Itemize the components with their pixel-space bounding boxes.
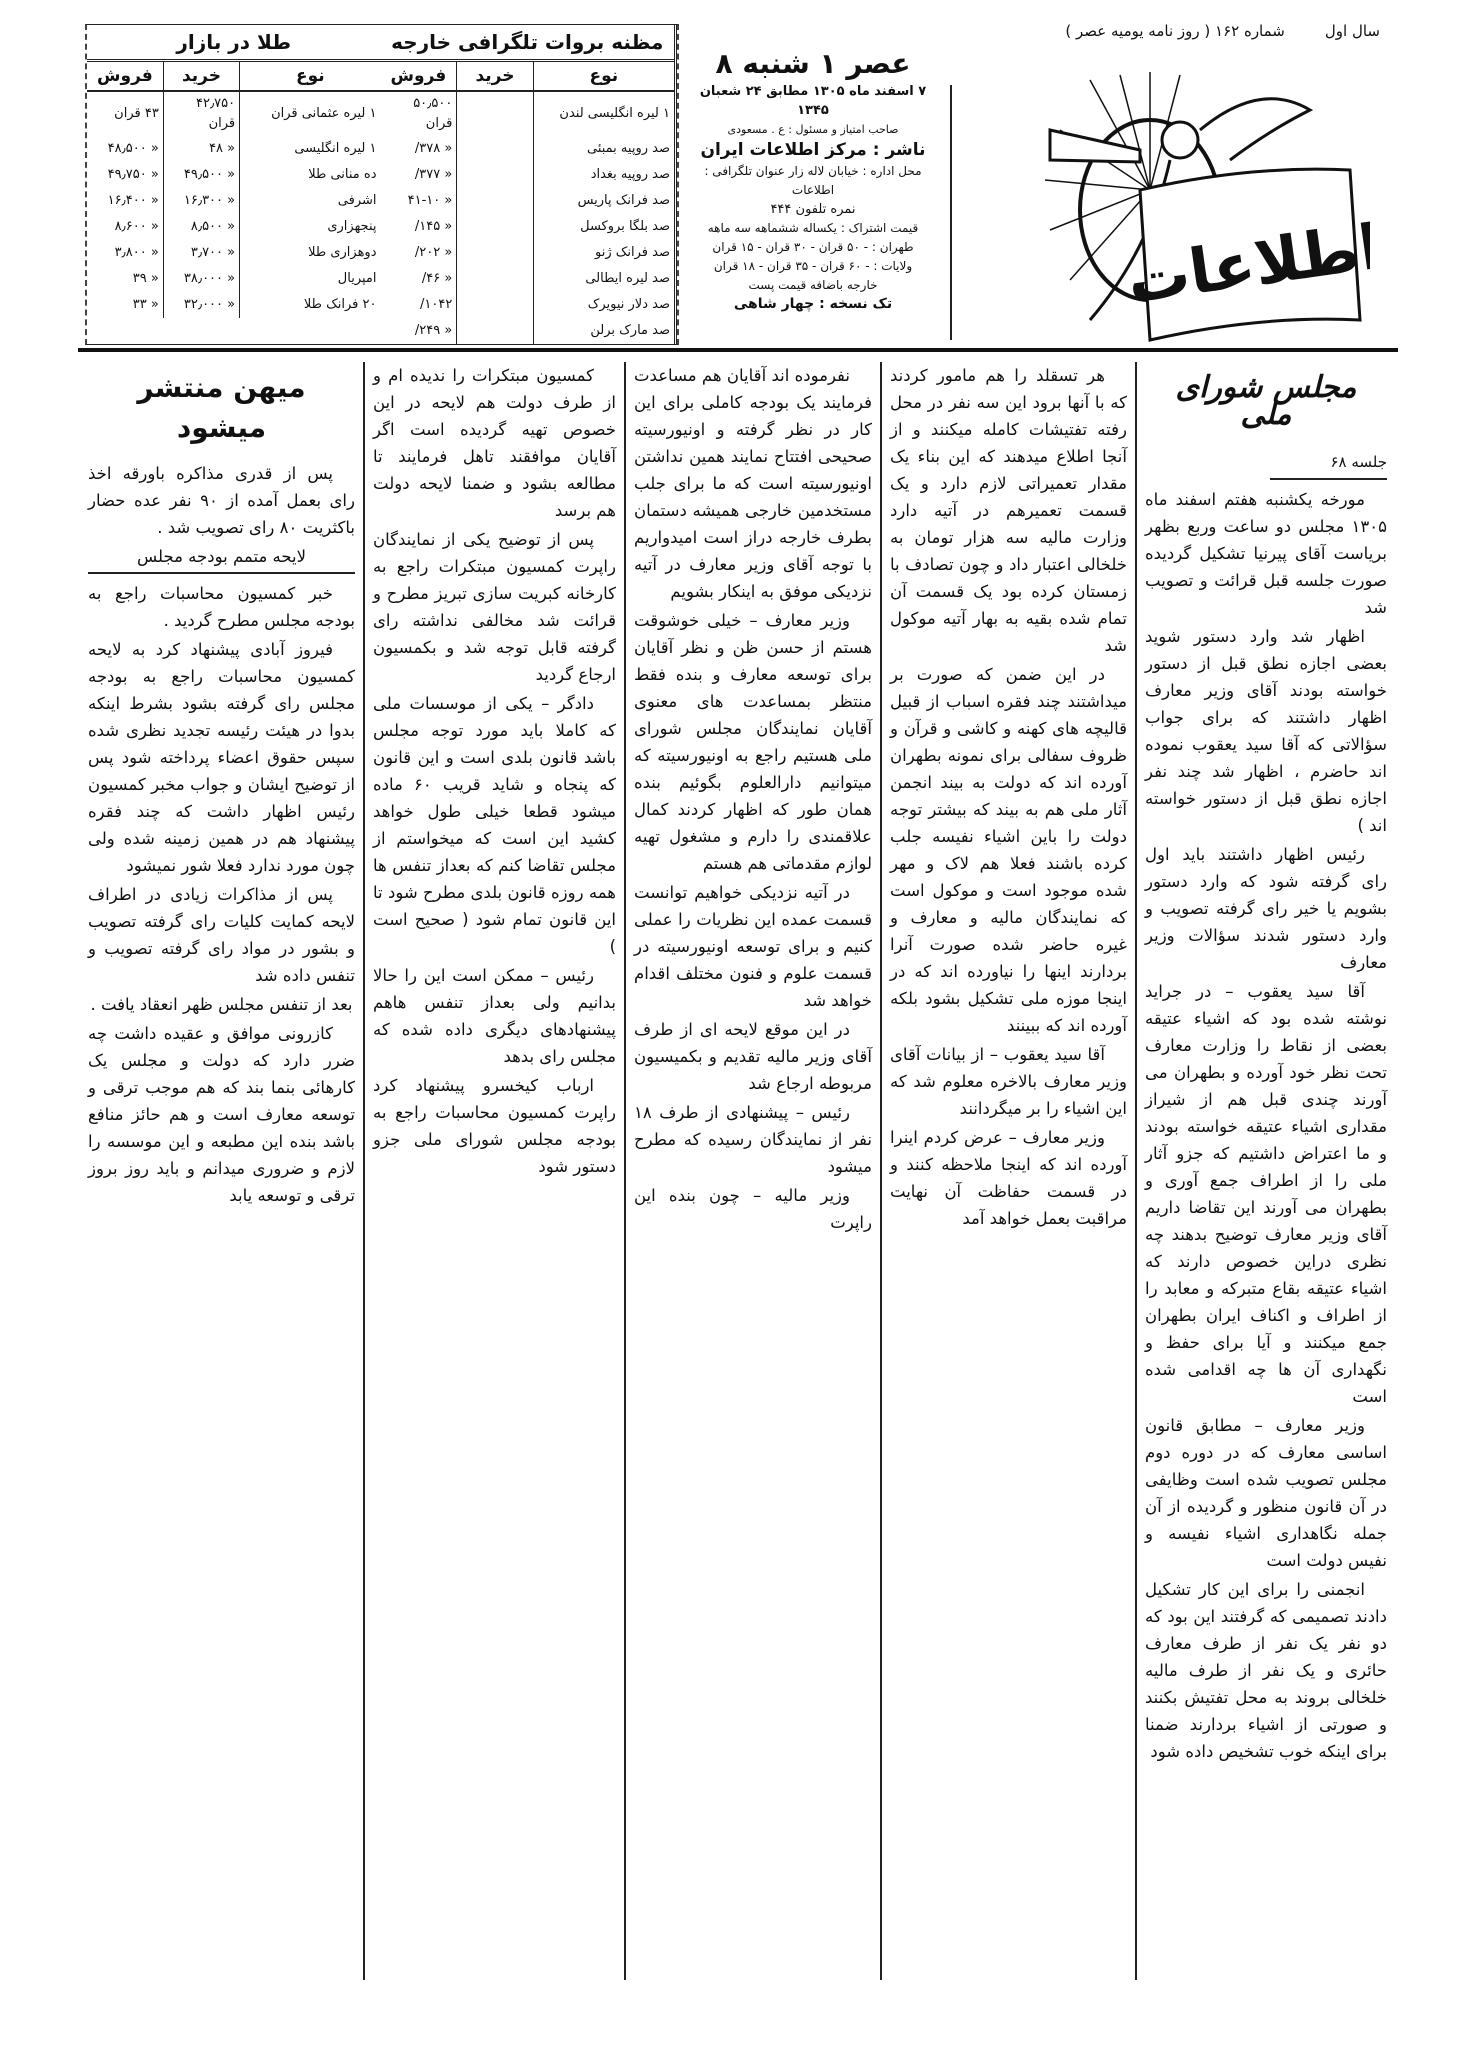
cell: صد روپیه بغداد [533,162,674,188]
cell: صد فرانک پاریس [533,188,674,214]
table-row [381,214,675,240]
cell [457,292,533,318]
header-rule [78,348,1398,352]
paragraph: مورخه یکشنبه هفتم اسفند ماه ۱۳۰۵ مجلس دو ساعت وربع بظهر بریاست آقای پیرنیا تشکیل گردیده صورت جلسه قبل قرائت و تصویب شد [1145,490,1387,617]
cell: صد دلار نیویرک [533,292,674,318]
paragraph: انجمنی را برای این کار تشکیل دادند تصمیمی که گرفتند این بود که دو نفر یک نفر از طرف معارف حائری و یک نفر از طرف مالیه خلخالی بروند به محل تفتیش بکنند و صورتی از اشیاء بردارند ضمنا برای اینکه خوب تشخیص داده شود [1145,1580,1387,1761]
logo-title: اطلاعات [1122,209,1370,318]
exchange-header-type: نوع [533,62,674,91]
cell: « ۱۴۵/ [414,219,453,234]
cell [457,188,533,214]
publication-info [682,46,944,314]
column-2 [882,362,1135,1980]
table-row [87,292,381,318]
table-row [87,214,381,240]
cell: صد لیره ایطالی [533,266,674,292]
cell: « ۱۶٫۳۰۰ [163,188,239,214]
paragraph: کمسیون مبتکرات را ندیده ام و از طرف دولت هم لایحه در این خصوص تهیه گردیده است اگر آقایان موافقند تاهل فرمایند تا مطالعه بشود و ضمنا لایحه دولت هم برسد [373,366,616,520]
exchange-header-buy: خرید [457,62,533,91]
cell: ۱۰۴۲/ [420,297,453,312]
paragraph: در آتیه نزدیکی خواهیم توانست قسمت عمده این نظریات را عملی کنیم و برای توسعه اونیورسیته در قسمت علوم و فنون مختلف اقدام خواهد شد [634,883,872,1010]
table-row [87,266,381,292]
price-provinces: ولایات : - ۶۰ قران - ۳۵ قران - ۱۸ قران [713,259,913,273]
paragraph: پس از قدری مذاکره باورقه اخذ رای بعمل آمده از ۹۰ نفر عده حضار باکثریت ۸۰ رای تصویب شد . [88,464,355,537]
paragraph: رئیس اظهار داشتند باید اول رای گرفته شود که وارد دستور بشویم یا خیر رای گرفته تصویب و وارد دستور شدند سؤالات وزیر معارف [1145,845,1387,972]
issue-day: عصر ۱ شنبه ۸ [715,47,911,80]
paragraph: بعد از تنفس مجلس ظهر انعقاد یافت . [90,995,353,1014]
cell: ده منانی طلا [240,162,381,188]
cell: پنجهزاری [240,214,381,240]
paragraph: پس از توضیح یکی از نمایندگان راپرت کمسیون مبتکرات راجع به کارخانه کبریت سازی تبریز مطرح و قرائت شد مخالفی نداشته رای گرفته قابل توجه شد و بکمسیون ارجاع گردید [373,530,616,684]
table-row [381,91,675,136]
newspaper-logo [1030,70,1370,342]
cell: اشرفی [240,188,381,214]
table-row [381,318,675,344]
table-row [87,188,381,214]
paragraph: کازرونی موافق و عقیده داشت چه ضرر دارد که دولت و مجلس یک کارهائی بنما بند که هم موجب ترقی و توسعه معارف است و هم حائز منافع باشد بنده این مطبعه و این موسسه را لازم و ضروری میدانم و باید روز بروز ترقی و توسعه یابد [88,1024,355,1205]
price-abroad: خارجه باضافه قیمت پست [748,278,878,292]
price-tehran: طهران : - ۵۰ قران - ۳۰ قران - ۱۵ قران [712,240,914,254]
column-4 [365,362,624,1980]
cell: « ۸٫۶۰۰ [114,219,159,234]
market-tables [85,24,679,345]
cell: ۱ لیره عثمانی قران [240,91,381,136]
paragraph: فیروز آبادی پیشنهاد کرد به لایحه کمسیون محاسبات راجع به بودجه مجلس رای گرفته بشود بشرط اینکه بدوا در هیئت رئیسه تجدید نظری شده سپس حقوق اعضاء پرداخته شود پس از توضیح ایشان و جواب مخبر کمسیون رئیس اظهار داشت که چند فقره پیشنهاد هم در همین زمینه شده ولی چون مورد ندارد فعلا شور نمیشود [88,640,355,875]
cell: « ۳۲٫۰۰۰ [163,292,239,318]
gold-header-type: نوع [240,62,381,91]
cell: « ۲۴۹/ [414,323,453,338]
exchange-header-sell: فروش [381,62,457,91]
cell: « ۴۱-۱۰ [407,193,453,208]
paragraph: آقا سید یعقوب – در جراید نوشته شده بود که اشیاء عتیقه بعضی از نقاط را وزارت معارف تحت نظر خود آورده و بطهران می آورند چندی قبل هم از شیراز مقداری اشیاء عتیقه خواسته بودند و ما اعتراض داشتیم که جزو آثار ملی را از اطراف جمع آوری و بطهران می آورند این تقاضا داریم آقای وزیر معارف توضیح بدهند چه نظری دراین خصوص دارند که اشیاء عتیقه بقاع متبرکه و معابد را از اطراف و اکناف ایران بطهران جمع میکنند و آیا برای حفظ و نگهداری آن ها چه اقدامی شده است [1145,982,1387,1406]
issue-number: شماره ۱۶۲ ( روز نامه یومیه عصر ) [1065,22,1285,40]
cell: « ۳۸٫۰۰۰ [163,266,239,292]
table-row [381,136,675,162]
column-parliament [1137,362,1395,1980]
cell [457,214,533,240]
cell: « ۲۰۲/ [414,245,453,260]
cell [457,91,533,136]
header-divider [950,85,952,340]
table-row [87,240,381,266]
cell: ۱ لیره انگلیسی لندن [533,91,674,136]
column-3 [626,362,880,1980]
paragraph: هر تسقلد را هم مامور کردند که با آنها برود این سه نفر در محل رفته تفتیشات کامله میکنند و از آنجا اطلاع میدهند که این بناء یک مقدار تعمیراتی لازم دارد و یک قسمت تعمیرهم در آتیه دارد وزارت مالیه سه هزار تومان به خلخالی اعتبار داد و چون تصادف با زمستان کرده بود یک قسمت آن تمام شده بقیه به بهار آتیه موکول شد [890,366,1127,655]
headline: میهن منتشر میشود [137,371,306,444]
column-divider [1135,362,1137,1980]
gold-table-title: طلا در بازار [87,25,381,62]
paragraph: ارباب کیخسرو پیشنهاد کرد راپرت کمسیون محاسبات راجع به بودجه مجلس شورای ملی جزو دستور شود [373,1076,616,1176]
cell: « ۱۶٫۴۰۰ [107,193,159,208]
subheading: لایحه متمم بودجه مجلس [136,547,307,566]
cell: « ۳۷۷/ [414,167,453,182]
cell: ۱ لیره انگلیسی [240,136,381,162]
cell: ۴۳ قران [114,106,159,121]
paragraph: آقا سید یعقوب – از بیانات آقای وزیر معارف بالاخره معلوم شد که این اشیاء را بر میگردانند [890,1045,1127,1118]
subscription-label: قیمت اشتراک : یکساله ششماهه سه ماهه [707,221,919,235]
cell: امپریال [240,266,381,292]
cell [457,318,533,344]
paragraph: در این موقع لایحه ای از طرف آقای وزیر مالیه تقدیم و بکمیسیون مربوطه ارجاع شد [634,1020,872,1093]
cell: « ۴۸ [163,136,239,162]
cell: « ۳٫۷۰۰ [163,240,239,266]
paragraph: نفرموده اند آقایان هم مساعدت فرمایند یک بودجه کاملی برای این کار در نظر گرفته و اونیورسیته صحیحی افتتاح نمایند همین نداشتن اونیورسیته است که ما برای جلب مستخدمین خارجی همیشه دستمان بطرف خارجه دراز است امیدواریم با توجه آقای وزیر معارف در آتیه نزدیکی موفق به اینکار بشویم [634,366,872,601]
paragraph: اظهار شد وارد دستور شوید بعضی اجازه نطق قبل از دستور خواسته بودند آقای وزیر معارف اظهار داشتند که برای جواب سؤالاتی که آقا سید یعقوب نموده اند حاضرم ، اظهار شد چند نفر اجازه نطق قبل از دستور خواسته اند ) [1145,627,1387,835]
issue-line [960,22,1380,40]
table-row [381,240,675,266]
issue-date: ۷ اسفند ماه ۱۳۰۵ مطابق ۲۴ شعبان ۱۳۴۵ [699,84,927,118]
cell: « ۳۳ [132,297,159,312]
table-row [87,91,381,136]
publisher-line: ناشر : مرکز اطلاعات ایران [700,140,926,160]
cell: « ۳٫۸۰۰ [114,245,159,260]
column-5 [80,362,363,1980]
cell: « ۳۷۸/ [414,141,453,156]
cell: دوهزاری طلا [240,240,381,266]
cell: « ۴۶/ [421,271,453,286]
gold-header-sell: فروش [87,62,163,91]
cell: « ۸٫۵۰۰ [163,214,239,240]
exchange-table-title: مظنه بروات تلگرافی خارجه [381,25,675,62]
table-row [87,136,381,162]
cell [457,240,533,266]
paragraph: وزیر معارف – خیلی خوشوقت هستم از حسن ظن و نظر آقایان برای توسعه معارف و بنده فقط منتظر بمساعدت های معنوی آقایان نمایندگان مجلس شورای ملی هستیم راجع به اونیورسیته که میتوانیم دارالعلوم بگوئیم بنده همان طور که اظهار کردند کمال علاقمندی را دارم و مشغول تهیه لوازم مقدماتی هم هستم [634,611,872,873]
phone-number: نمره تلفون ۴۴۴ [770,202,856,217]
paragraph: در این ضمن که صورت بر میداشتند چند فقره اسباب از قبیل قالیچه های کهنه و کاشی و قرآن و ظروف سفالی برای نمونه بطهران آورده اند که دولت به بیند انجمن آثار ملی هم به بیند که بیشتر توجه دولت را باین اشیاء نفیسه جلب کرده باشند فعلا هم لاک و مهر شده موجود است و موکول است که نمایندگان مالیه و معارف و غیره حاضر شده صورت آنرا بردارند اینها را نیاورده اند که در اینجا موزه ملی تشکیل بشود بلکه آورده اند که ببینند [890,665,1127,1035]
owner-line: صاحب امتیاز و مسئول : ع . مسعودی [727,123,899,136]
cell: صد بلگا بروکسل [533,214,674,240]
paragraph: خبر کمسیون محاسبات راجع به بودجه مجلس مطرح گردید . [88,584,355,630]
table-row [381,188,675,214]
cell: « ۳۹ [132,271,159,286]
section-heading: مجلس شورای ملی [1175,370,1357,432]
paragraph: رئیس – پیشنهادی از طرف ۱۸ نفر از نمایندگان رسیده که مطرح میشود [634,1103,872,1176]
cell [457,266,533,292]
cell [457,162,533,188]
paragraph: پس از مذاکرات زیادی در اطراف لایحه کمایت کلیات رای گرفته تصویب و بشور در مواد رای گرفته تصویب و تنفس داده شد [88,885,355,985]
column-divider [624,362,626,1980]
cell: صد روپیه بمبئی [533,136,674,162]
exchange-rates-table [381,25,678,344]
paragraph: وزیر معارف – مطابق قانون اساسی معارف که در دوره دوم مجلس تصویب شده است وظایفی در آن قانون منظور و گردیده از آن جمله نگاهداری اشیاء نفیسه و نفیس دولت است [1145,1416,1387,1570]
paragraph: رئیس – ممکن است این را حالا بدانیم ولی بعداز تنفس هاهم پیشنهادهای دیگری داده شده که مجلس رای بدهد [373,966,616,1066]
cell: « ۴۹٫۵۰۰ [163,162,239,188]
table-row [381,292,675,318]
year-label: سال اول [1324,22,1380,40]
cell: ۲۰ فرانک طلا [240,292,381,318]
paragraph: وزیر مالیه – چون بنده این راپرت [634,1186,872,1232]
cell: صد مارک برلن [533,318,674,344]
table-row [381,162,675,188]
gold-market-table [87,25,381,344]
cell: « ۴۹٫۷۵۰ [107,167,159,182]
cell: ۵۰٫۵۰۰ قران [413,96,453,131]
table-row [381,266,675,292]
session-number: جلسه ۶۸ [1270,449,1387,480]
paragraph: دادگر – یکی از موسسات ملی که کاملا باید مورد توجه مجلس باشد قانون بلدی است و این قانون که پنجاه و شاید قریب ۶۰ ماده میشود قطعا خیلی طول خواهد کشید این است که میخواستم از مجلس تقاضا کنم که بعداز تنفس ها همه روزه قانون بلدی مطرح شود تا این قانون تمام شود ( صحیح است ) [373,694,616,956]
column-divider [880,362,882,1980]
cell: « ۴۸٫۵۰۰ [107,141,159,156]
column-divider [363,362,365,1980]
cell [457,136,533,162]
single-copy-price: تک نسخه : چهار شاهی [733,296,893,312]
cell: ۴۲٫۷۵۰ قران [163,91,239,136]
divider [88,572,355,574]
herald-angel-icon [1030,70,1370,342]
paragraph: وزیر معارف – عرض کردم اینرا آورده اند که اینجا ملاحظه کنند و در قسمت حفاظت آن نهایت مراقبت بعمل خواهد آمد [890,1128,1127,1228]
title-scroll [1123,169,1370,340]
gold-header-buy: خرید [163,62,239,91]
office-address: محل اداره : خیابان لاله زار عنوان تلگرافی : اطلاعات [704,164,922,197]
table-row [87,162,381,188]
cell: صد فرانک ژنو [533,240,674,266]
